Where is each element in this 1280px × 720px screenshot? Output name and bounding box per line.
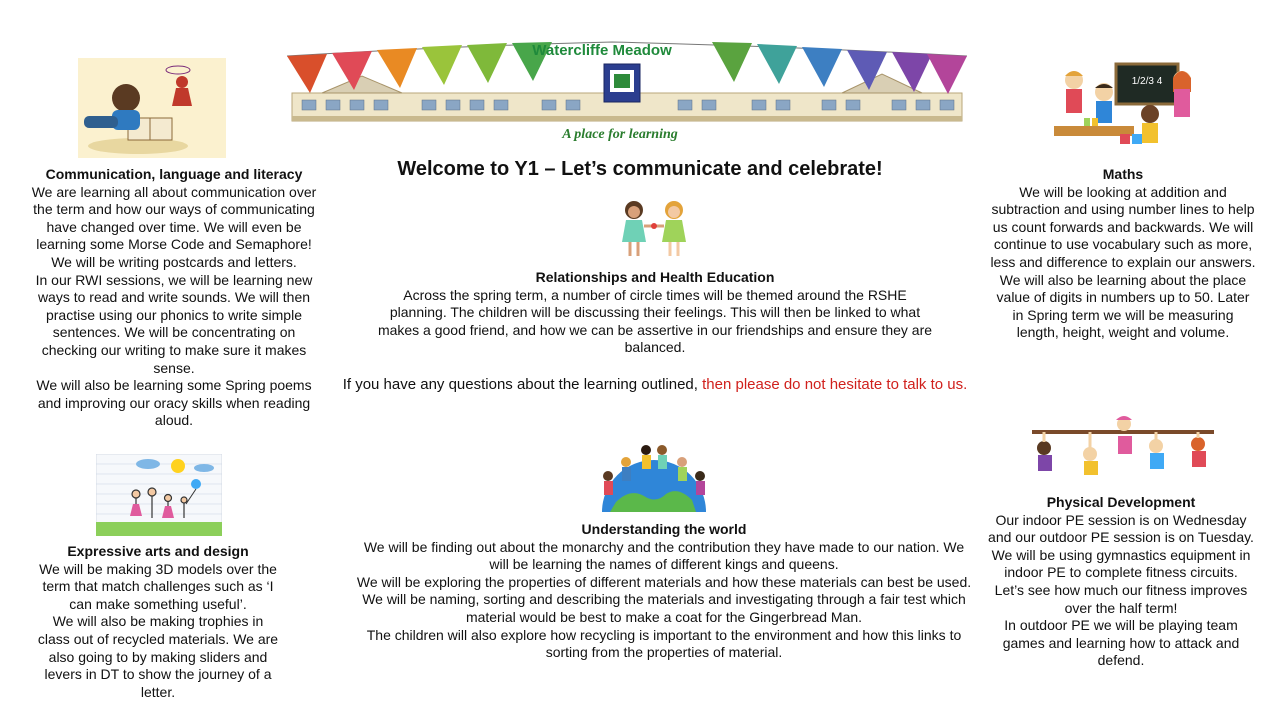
utw-paragraph-2: We will be exploring the properties of different materials and how these materials can best be used. We will be naming, sorting and describing the materials and investigating through a fair test which material would be best to make a coat for the Gingerbread Man. — [356, 573, 972, 625]
children-globe-illustration — [596, 438, 712, 512]
cll-paragraph-2: In our RWI sessions, we will be learning new ways to read and write sounds. We will then practise using our phonics to write simple sentences. We will be concentrating on checking our writing to make sure it makes sense. — [35, 271, 313, 376]
rshe-heading: Relationships and Health Education — [535, 269, 775, 285]
cll-paragraph-1: We are learning all about communication over the term and how our ways of communicating have changed over time. We will even be learning some Morse Code and Semaphore! We will be writing postcards and letters. — [31, 183, 317, 270]
questions-text: If you have any questions about the learning outlined, — [342, 376, 703, 393]
ead-section — [36, 543, 280, 701]
maths-section — [990, 166, 1256, 342]
rshe-section — [370, 269, 940, 357]
utw-section — [356, 521, 972, 662]
questions-text-red: then please do not hesitate to talk to us. — [702, 376, 968, 393]
maths-heading: Maths — [1102, 166, 1144, 182]
school-banner — [282, 38, 972, 146]
page-title: Welcome to Y1 – Let’s communicate and celebrate! — [397, 158, 883, 180]
pd-paragraph-2: We will be using gymnastics equipment in indoor PE to complete fitness circuits. Let’s see how much our fitness improves over the half term! — [991, 546, 1251, 616]
friends-illustration — [612, 196, 696, 260]
pd-section — [988, 494, 1254, 670]
ead-heading: Expressive arts and design — [67, 543, 249, 559]
school-tagline: A place for learning — [562, 127, 678, 142]
cll-section — [24, 166, 324, 430]
utw-paragraph-1: We will be finding out about the monarchy and the contribution they have made to our nation. We will be learning the names of different kings and queens. — [363, 538, 965, 573]
maths-paragraph-1: We will be looking at addition and subtraction and using number lines to help us count forwards and backwards. We will continue to use vocabulary such as more, less and difference to explain our answers. — [990, 183, 1256, 270]
maths-children-illustration — [1054, 62, 1200, 156]
maths-paragraph-2: We will also be learning about the place value of digits in numbers up to 50. Later in Spring term we will be measuring length, height, weight and volume. — [996, 271, 1250, 341]
maths-board-text: 1/2/3 4 — [1131, 76, 1163, 87]
boy-reading-illustration — [78, 58, 226, 158]
ead-paragraph-2: We will also be making trophies in class out of recycled materials. We are also going to by making sliders and levers in DT to show the journey of a letter. — [37, 613, 279, 700]
school-name: Watercliffe Meadow — [532, 42, 672, 59]
cll-heading: Communication, language and literacy — [45, 166, 303, 182]
utw-heading: Understanding the world — [581, 521, 747, 537]
cll-paragraph-3: We will also be learning some Spring poems and improving our oracy skills when reading aloud. — [36, 377, 312, 429]
pd-heading: Physical Development — [1046, 494, 1196, 510]
pd-paragraph-1: Our indoor PE session is on Wednesday and our outdoor PE session is on Tuesday. — [988, 511, 1254, 546]
family-drawing-illustration — [96, 454, 222, 536]
questions-note — [338, 376, 972, 394]
pd-paragraph-3: In outdoor PE we will be playing team games and learning how to attack and defend. — [1002, 617, 1240, 669]
ead-paragraph-1: We will be making 3D models over the term that match challenges such as ‘I can make something useful’. — [39, 560, 277, 612]
rshe-body: Across the spring term, a number of circle times will be themed around the RSHE planning. The children will be discussing their feelings. This will then be linked to what makes a good friend, and how we can be assertive in our friendships and ensure they are balanced. — [377, 286, 933, 356]
utw-paragraph-3: The children will also explore how recycling is important to the environment and how this links to sorting from the properties of material. — [366, 626, 962, 661]
children-exercising-illustration — [1032, 414, 1214, 488]
